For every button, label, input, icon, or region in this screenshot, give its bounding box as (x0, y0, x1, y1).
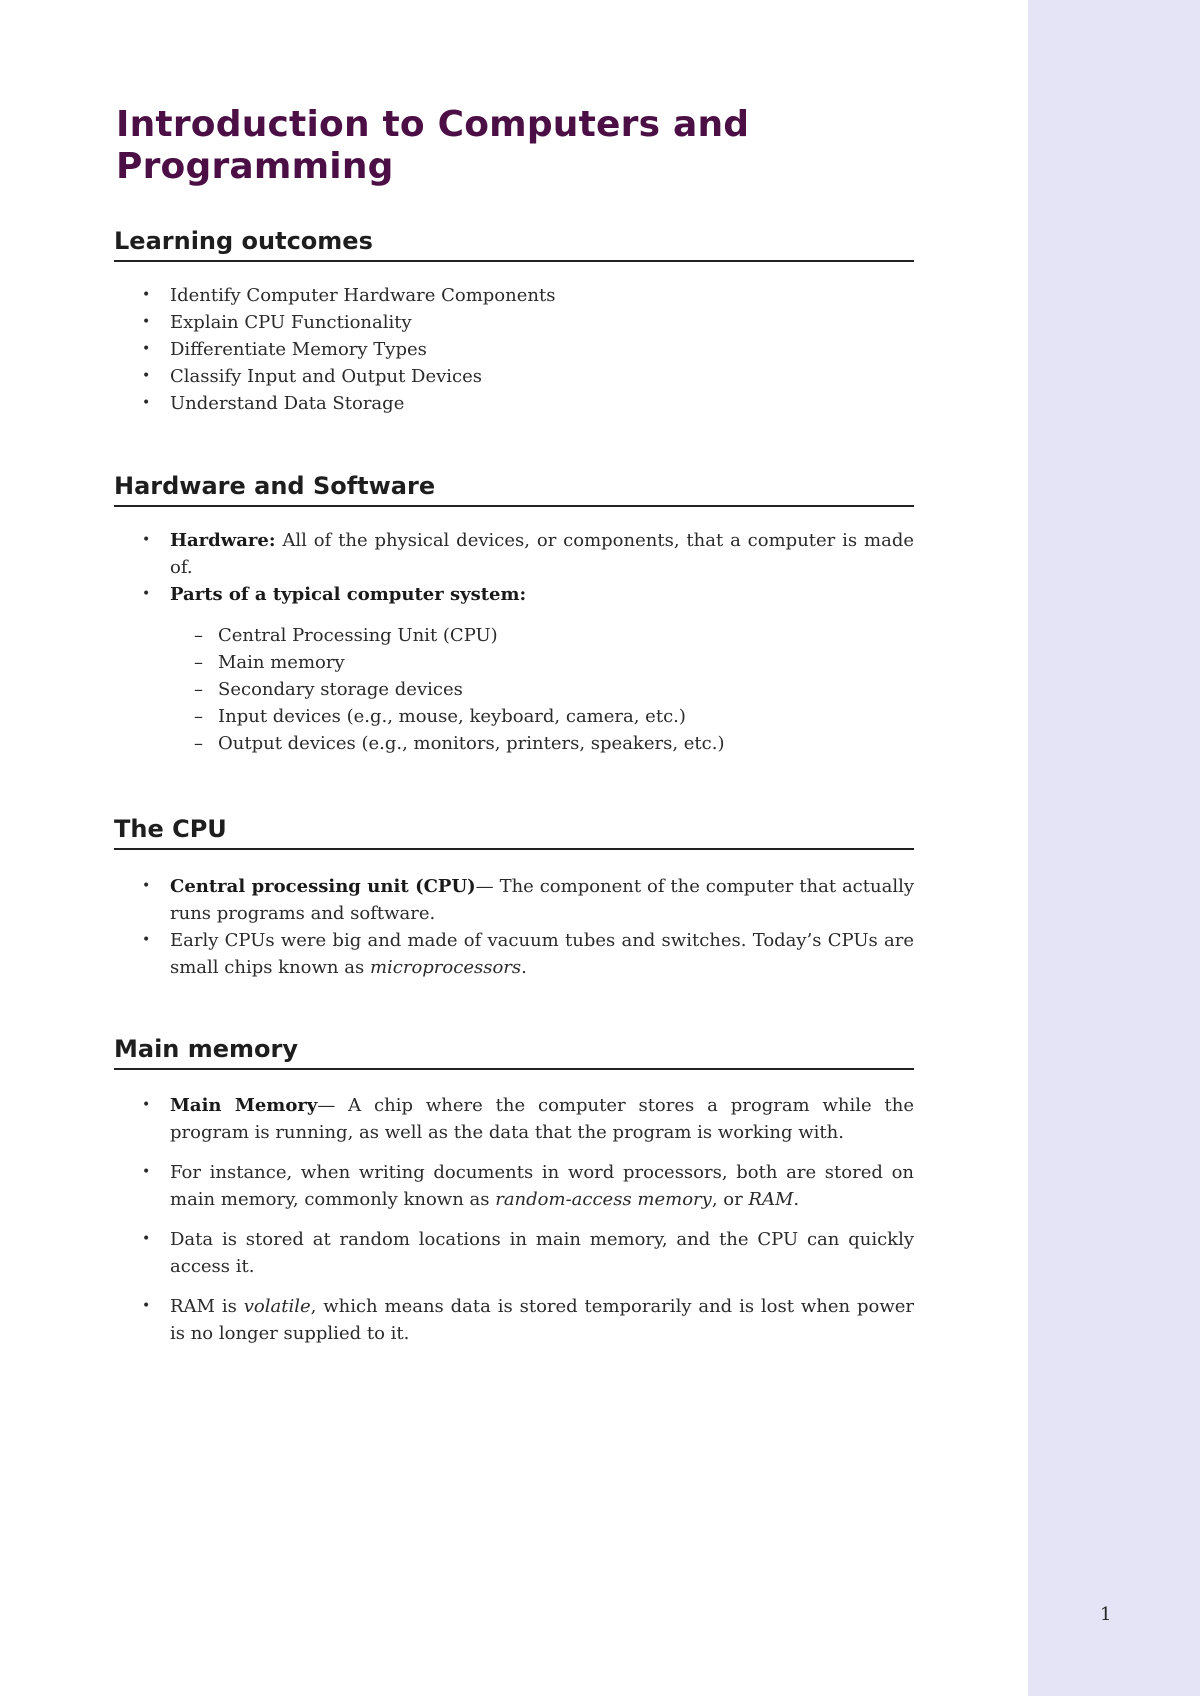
list-item: • Understand Data Storage (142, 393, 405, 414)
margin-band (1028, 0, 1200, 1696)
list-item: • RAM is volatile, which means data is stored temporarily and is lost when power is no longer supplied to it. (142, 1296, 914, 1344)
list-item: • Main Memory— A chip where the computer stores a program while the program is running, as well as the data that the program is working with. (142, 1095, 915, 1143)
sub-list-item: – Central Processing Unit (CPU) (194, 625, 498, 646)
sub-list-item: – Input devices (e.g., mouse, keyboard, camera, etc.) (194, 706, 686, 727)
list-item: • Classify Input and Output Devices (142, 366, 483, 387)
sub-list-item: – Output devices (e.g., monitors, printers, speakers, etc.) (194, 733, 725, 754)
section-heading: The CPU (114, 814, 914, 850)
parts-list (170, 622, 914, 757)
section-main-memory (114, 1034, 914, 1360)
sub-list-item: – Secondary storage devices (194, 679, 463, 700)
list-item: • Differentiate Memory Types (142, 339, 427, 360)
list-item: • Explain CPU Functionality (142, 312, 412, 333)
list-item: • Hardware: All of the physical devices, or components, that a computer is made of. (142, 530, 914, 578)
outcomes-list (114, 282, 914, 417)
list-item: • Central processing unit (CPU)— The component of the computer that actually runs programs and software. (142, 876, 914, 924)
page-number: 1 (1100, 1604, 1112, 1625)
section-hardware-software (114, 471, 914, 757)
list-item: • Identify Computer Hardware Components (142, 285, 556, 306)
list-item: • Early CPUs were big and made of vacuum tubes and switches. Today’s CPUs are small chips known as microprocessors. (142, 930, 914, 978)
section-heading: Learning outcomes (114, 226, 914, 262)
list-item: • Data is stored at random locations in main memory, and the CPU can quickly access it. (142, 1229, 914, 1277)
section-cpu (114, 814, 914, 981)
memory-list (114, 1092, 914, 1347)
section-learning-outcomes (114, 226, 914, 417)
hardware-list (114, 527, 914, 757)
page-title: Introduction to Computers and Programming (116, 104, 750, 187)
sub-list-item: – Main memory (194, 652, 345, 673)
cpu-list (114, 873, 914, 981)
list-item: • For instance, when writing documents in word processors, both are stored on main memory, commonly known as random-access memory, or RAM. (142, 1162, 914, 1210)
section-heading: Hardware and Software (114, 471, 914, 507)
list-item: • Parts of a typical computer system: – Central Processing Unit (CPU) – Main memory – Secondary storage devices – Input devices (e.g., mouse, keyboard, camera, etc.) – Output devices (e.g., monitors, printers, speakers, etc.) (114, 581, 914, 757)
section-heading: Main memory (114, 1034, 914, 1070)
